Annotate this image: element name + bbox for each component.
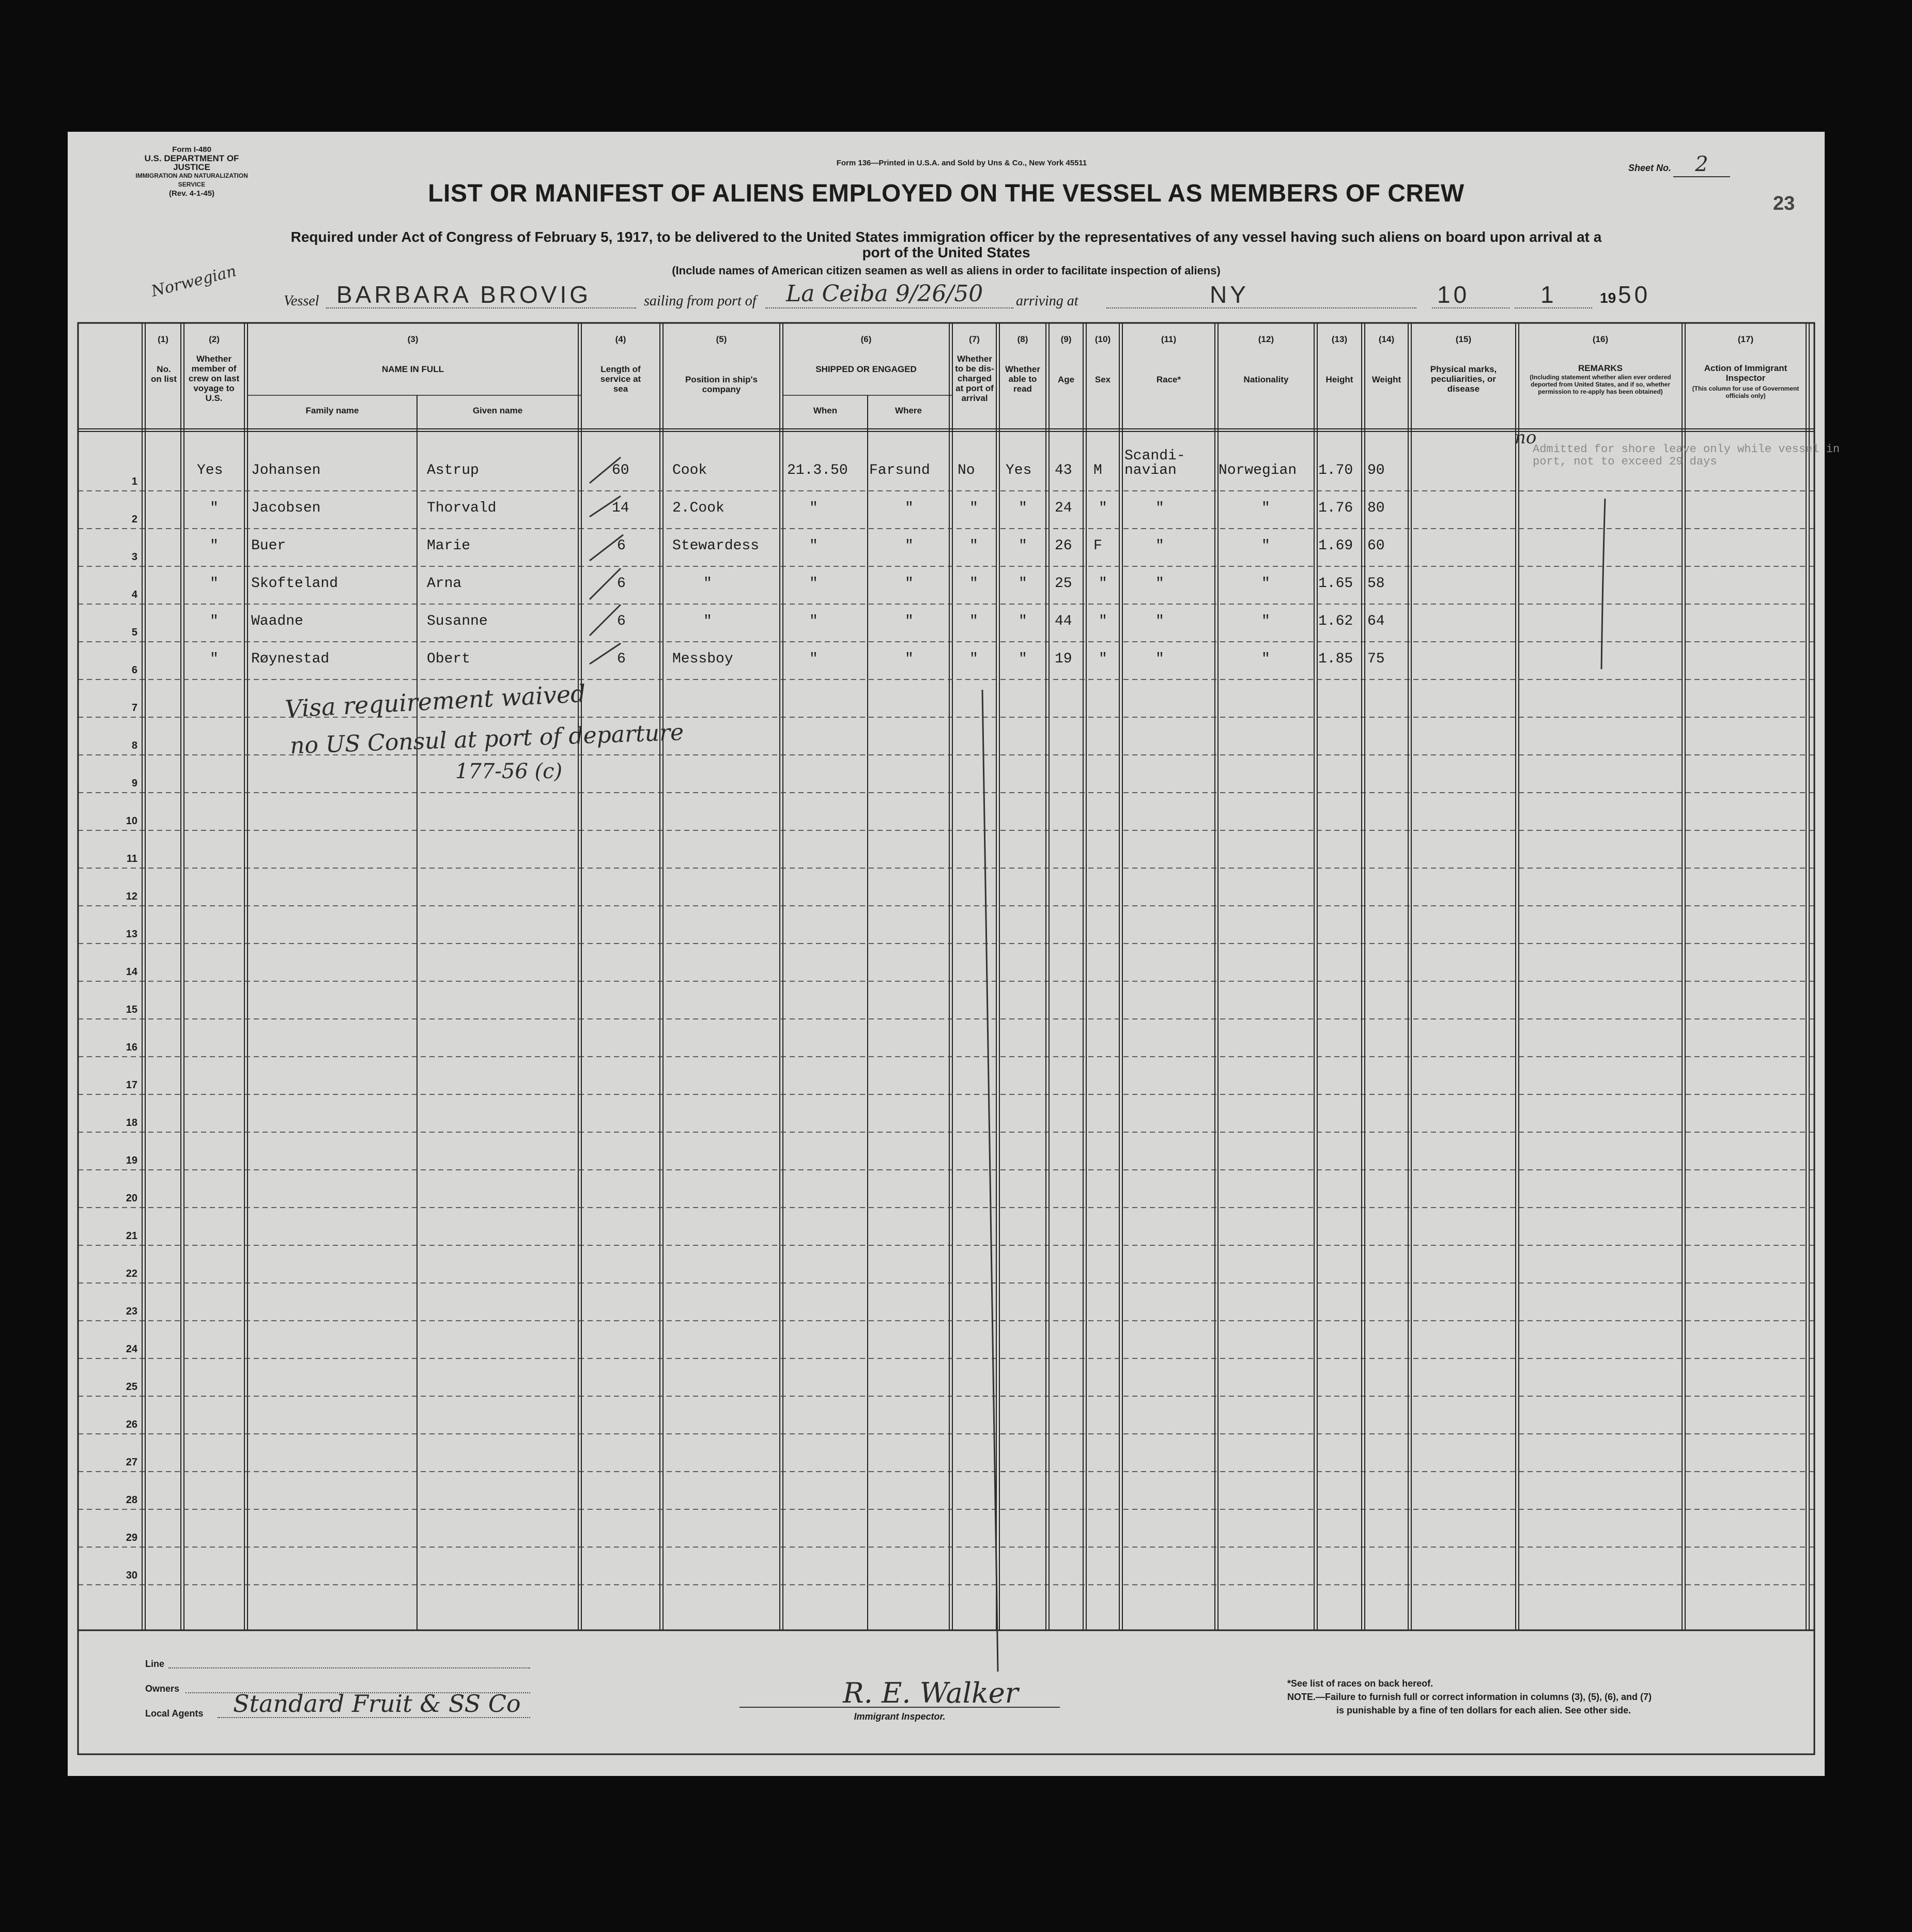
manifest-sheet [68, 132, 1840, 1776]
col-17-subheader: (This column for use of Government officials only) [1692, 385, 1799, 399]
cell-read: " [1019, 500, 1027, 516]
col-10-header: Sex [1094, 375, 1111, 384]
cell-read: " [1019, 613, 1027, 629]
remarks-handwritten: no [1515, 427, 1537, 448]
cell-race: " [1155, 538, 1164, 554]
cell-family-name: Røynestad [251, 651, 330, 667]
cell-service: 6 [617, 613, 626, 629]
printer-line: Form 136—Printed in U.S.A. and Sold by Uns & Co., New York 45511 [836, 159, 1087, 167]
cell-read: " [1019, 538, 1027, 554]
row-number: 30 [126, 1570, 137, 1581]
row-number: 20 [126, 1193, 137, 1204]
row-number: 8 [131, 740, 137, 751]
cell-family-name: Buer [251, 538, 286, 554]
cell-sex: F [1093, 538, 1102, 554]
cell-nationality: " [1261, 538, 1270, 554]
col-12-num: (12) [1258, 334, 1274, 344]
col-6b-header: Where [895, 406, 922, 415]
row-number: 18 [126, 1117, 137, 1129]
cell-when: " [809, 613, 818, 629]
cell-service: 6 [617, 576, 626, 592]
row-number: 10 [126, 815, 137, 827]
arrival-month: 10 [1437, 281, 1470, 308]
line-label: Line [145, 1659, 165, 1669]
cell-discharged: " [969, 576, 978, 592]
col-2-num: (2) [209, 334, 220, 344]
cell-position: " [703, 576, 712, 592]
arriving-label: arriving at [1016, 293, 1078, 309]
cell-sex: " [1099, 651, 1107, 667]
col-5-num: (5) [716, 334, 727, 344]
cell-race: Scandi- [1124, 448, 1185, 464]
col-11-num: (11) [1161, 334, 1177, 344]
cell-given-name: Obert [427, 651, 471, 667]
row-number: 15 [126, 1004, 137, 1015]
vessel-label: Vessel [284, 293, 319, 309]
row-number: 4 [131, 589, 137, 600]
cell-sex: " [1099, 576, 1107, 592]
cell-crew: " [210, 613, 219, 629]
sailing-port: La Ceiba 9/26/50 [786, 281, 983, 307]
cell-position: 2.Cook [672, 500, 724, 516]
col-5-header: Position in ship's company [685, 375, 758, 394]
cell-service: 60 [612, 462, 629, 478]
cell-age: 26 [1055, 538, 1072, 554]
col-16-subheader: (Including statement whether alien ever ordered deported from United States, and if so, whether permission to re-apply has been obtained) [1530, 374, 1671, 395]
cell-when: " [809, 576, 818, 592]
row-number: 29 [126, 1532, 137, 1543]
cell-where: " [905, 613, 914, 629]
vessel-name: BARBARA BROVIG [336, 281, 592, 308]
revision: (Rev. 4-1-45) [168, 189, 215, 198]
col-13-header: Height [1325, 375, 1353, 384]
cell-given-name: Marie [427, 538, 471, 554]
cell-crew: Yes [197, 462, 223, 478]
col-6-header: SHIPPED OR ENGAGED [815, 364, 917, 374]
col-8-header: Whether able to read [1005, 364, 1040, 394]
cell-read: " [1019, 651, 1027, 667]
col-14-num: (14) [1378, 334, 1395, 344]
cell-nationality: Norwegian [1219, 462, 1297, 478]
cell-crew: " [210, 651, 219, 667]
row-number: 27 [126, 1457, 137, 1468]
form-number: Form I-480 [172, 145, 211, 154]
col-12-header: Nationality [1243, 375, 1289, 384]
arriving-port: NY [1210, 281, 1249, 308]
col-17-num: (17) [1737, 334, 1754, 344]
inspector-label: Immigrant Inspector. [854, 1711, 946, 1722]
cell-when: " [809, 538, 818, 554]
cell-discharged: " [969, 651, 978, 667]
department: U.S. DEPARTMENT OF JUSTICE [144, 153, 239, 172]
row-number: 2 [131, 514, 137, 525]
col-13-num: (13) [1331, 334, 1348, 344]
row-number: 26 [126, 1419, 137, 1430]
cell-race: " [1155, 613, 1164, 629]
cell-race: " [1155, 500, 1164, 516]
cell-weight: 75 [1367, 651, 1385, 667]
cell-height: 1.62 [1318, 613, 1353, 629]
cell-family-name: Johansen [251, 462, 321, 478]
row-number: 22 [126, 1268, 137, 1279]
agents-value: Standard Fruit & SS Co [233, 1690, 521, 1718]
service: IMMIGRATION AND NATURALIZATION SERVICE [135, 172, 248, 188]
cell-sex: " [1099, 500, 1107, 516]
handwritten-note-line-3: 177-56 (c) [455, 760, 563, 783]
cell-family-name: Jacobsen [251, 500, 321, 516]
cell-height: 1.76 [1318, 500, 1353, 516]
handwritten-note-line-1: Visa requirement waived [284, 679, 587, 723]
cell-discharged: No [958, 462, 975, 478]
cell-read: " [1019, 576, 1027, 592]
col-3b-header: Given name [472, 406, 523, 415]
cell-sex: M [1093, 462, 1102, 478]
row-number: 11 [126, 853, 137, 864]
col-9-header: Age [1057, 375, 1075, 384]
row-number: 9 [131, 778, 137, 789]
cell-when: 21.3.50 [787, 462, 848, 478]
col-1-num: (1) [158, 334, 168, 344]
arrival-year: 50 [1618, 281, 1651, 308]
row-number: 16 [126, 1042, 137, 1053]
cell-weight: 60 [1367, 538, 1385, 554]
form-subtitle-2: port of the United States [862, 244, 1030, 260]
cell-age: 44 [1055, 613, 1072, 629]
cell-family-name: Waadne [251, 613, 303, 629]
row-number: 3 [131, 551, 137, 563]
cell-age: 19 [1055, 651, 1072, 667]
col-6-num: (6) [860, 334, 872, 344]
col-3-num: (3) [407, 334, 419, 344]
cell-when: " [809, 500, 818, 516]
line-field [168, 1667, 530, 1668]
cell-weight: 90 [1367, 462, 1385, 478]
cell-age: 25 [1055, 576, 1072, 592]
cell-service: 14 [612, 500, 629, 516]
remarks-typed: Admitted for shore leave only while vessel in port, not to exceed 29 days [1533, 443, 1840, 468]
sheet-label: Sheet No. [1628, 163, 1672, 173]
note-line-1: NOTE.—Failure to furnish full or correct information in columns (3), (5), (6), and (7) [1287, 1692, 1652, 1702]
col-16-num: (16) [1592, 334, 1609, 344]
col-3-header: NAME IN FULL [382, 364, 444, 374]
cell-position: Cook [672, 462, 707, 478]
cell-height: 1.70 [1318, 462, 1353, 478]
col-14-header: Weight [1371, 375, 1401, 384]
agents-label: Local Agents [145, 1708, 204, 1719]
cell-read: Yes [1006, 462, 1032, 478]
cell-when: " [809, 651, 818, 667]
cell-race: " [1155, 576, 1164, 592]
col-15-header: Physical marks, peculiarities, or disease [1430, 364, 1497, 394]
arrival-year-prefix: 19 [1600, 290, 1616, 306]
cell-given-name: Thorvald [427, 500, 497, 516]
col-4-num: (4) [615, 334, 626, 344]
cell-race: " [1155, 651, 1164, 667]
inspector-signature: R. E. Walker [843, 1677, 1019, 1709]
cell-age: 43 [1055, 462, 1072, 478]
row-number: 13 [126, 929, 137, 940]
cell-discharged: " [969, 538, 978, 554]
cell-service: 6 [617, 651, 626, 667]
cell-weight: 64 [1367, 613, 1385, 629]
cell-where: Farsund [869, 462, 930, 478]
row-number: 5 [131, 627, 137, 638]
form-subtitle-1: Required under Act of Congress of February 5, 1917, to be delivered to the United States immigration officer by the representatives of any vessel having such aliens on board upon arrival at a [290, 229, 1602, 245]
form-subtitle-3: (Include names of American citizen seamen as well as aliens in order to facilitate inspection of aliens) [672, 264, 1221, 277]
cell-nationality: " [1261, 613, 1270, 629]
cell-height: 1.69 [1318, 538, 1353, 554]
cell-service: 6 [617, 538, 626, 554]
sailing-label: sailing from port of [644, 293, 757, 309]
col-10-num: (10) [1094, 334, 1111, 344]
cell-sex: " [1099, 613, 1107, 629]
races-note: *See list of races on back hereof. [1287, 1678, 1433, 1689]
cell-height: 1.65 [1318, 576, 1353, 592]
row-number: 19 [126, 1155, 137, 1166]
col-7-num: (7) [969, 334, 980, 344]
row-number: 7 [131, 702, 137, 714]
col-9-num: (9) [1060, 334, 1072, 344]
cell-where: " [905, 576, 914, 592]
cell-crew: " [210, 538, 219, 554]
cell-height: 1.85 [1318, 651, 1353, 667]
handwritten-note-line-2: no US Consul at port of departure [289, 719, 684, 760]
row-number: 17 [126, 1079, 137, 1091]
col-16-header: REMARKS [1578, 363, 1623, 373]
row-number: 25 [126, 1381, 137, 1393]
owners-label: Owners [145, 1683, 180, 1694]
cell-weight: 58 [1367, 576, 1385, 592]
row-number: 21 [126, 1230, 137, 1242]
cell-discharged: " [969, 613, 978, 629]
row-number: 12 [126, 891, 137, 902]
page-number: 23 [1773, 193, 1795, 214]
row-number: 23 [126, 1306, 137, 1317]
row-number: 28 [126, 1494, 137, 1506]
cell-position: Messboy [672, 651, 733, 667]
cell-weight: 80 [1367, 500, 1385, 516]
col-3a-header: Family name [305, 406, 359, 415]
row-number: 14 [126, 966, 137, 978]
arrival-day: 1 [1540, 281, 1557, 308]
cell-position: Stewardess [672, 538, 760, 554]
cell-given-name: Susanne [427, 613, 488, 629]
cell-given-name: Astrup [427, 462, 479, 478]
cell-nationality: " [1261, 651, 1270, 667]
col-6a-header: When [813, 406, 838, 415]
col-17-header: Action of Immigrant Inspector [1704, 363, 1787, 383]
cell-where: " [905, 500, 914, 516]
cell-where: " [905, 651, 914, 667]
row-number: 24 [126, 1343, 137, 1355]
cell-given-name: Arna [427, 576, 462, 592]
col-2-header: Whether member of crew on last voyage to U.S. [188, 354, 240, 403]
sheet-number: 2 [1673, 152, 1730, 177]
cell-where: " [905, 538, 914, 554]
col-4-header: Length of service at sea [600, 364, 641, 394]
cell-position: " [703, 613, 712, 629]
col-11-header: Race* [1156, 375, 1181, 384]
form-title: LIST OR MANIFEST OF ALIENS EMPLOYED ON THE VESSEL AS MEMBERS OF CREW [428, 180, 1464, 207]
cell-discharged: " [969, 500, 978, 516]
cell-nationality: " [1261, 500, 1270, 516]
cell-age: 24 [1055, 500, 1072, 516]
note-line-2: is punishable by a fine of ten dollars for each alien. See other side. [1336, 1705, 1631, 1715]
cell-crew: " [210, 576, 219, 592]
col-8-num: (8) [1017, 334, 1028, 344]
row-number: 6 [131, 664, 137, 676]
row-number: 1 [131, 476, 137, 487]
col-1-header: No. on list [150, 364, 177, 384]
cell-nationality: " [1261, 576, 1270, 592]
cell-race-2: navian [1124, 462, 1177, 478]
cell-crew: " [210, 500, 219, 516]
vessel-flag: Norwegian [149, 262, 238, 301]
col-7-header: Whether to be dis-charged at port of arrival [955, 354, 994, 403]
col-15-num: (15) [1455, 334, 1472, 344]
cell-family-name: Skofteland [251, 576, 338, 592]
